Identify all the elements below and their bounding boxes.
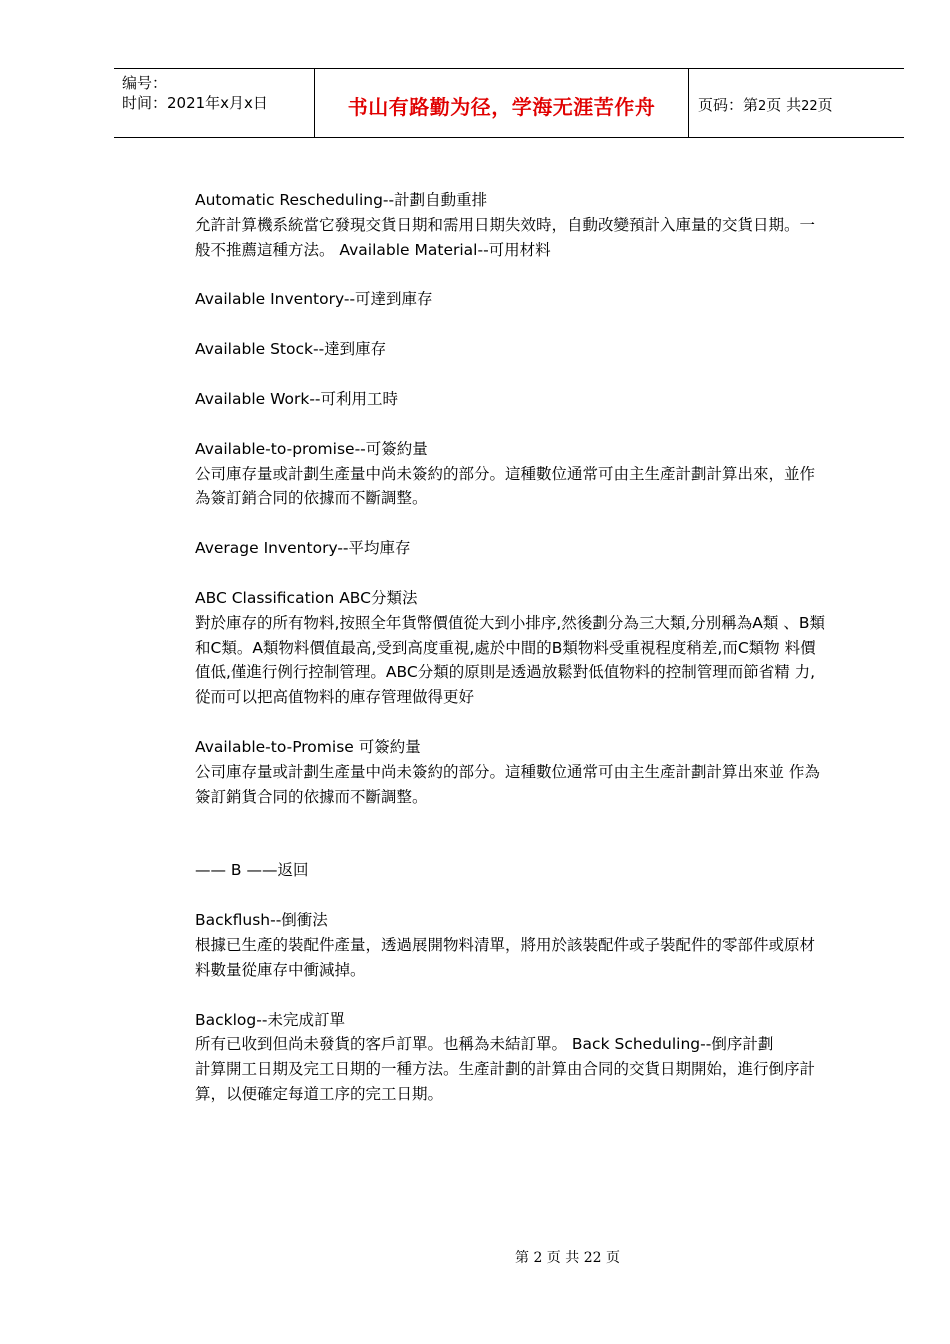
page-header: [114, 68, 904, 138]
header-divider: [688, 69, 689, 137]
term-definition: 公司庫存量或計劃生產量中尚未簽約的部分。這種數位通常可由主生產計劃計算出來，並作為簽訂銷合同的依據而不斷調整。: [195, 464, 816, 508]
term-title: Average Inventory--平均庫存: [195, 539, 411, 558]
header-meta: [122, 73, 312, 113]
term-definition: 允許計算機系統當它發現交貨日期和需用日期失效時，自動改變預計入庫量的交貨日期。一般不推薦這種方法。 Available Material--可用材料: [195, 215, 816, 259]
term-title: Available-to-Promise 可簽約量: [195, 737, 421, 756]
page-suffix: 页: [817, 96, 833, 114]
term-title: Available Inventory--可達到庫存: [195, 290, 433, 309]
term-title: Automatic Rescheduling--計劃自動重排: [195, 191, 488, 209]
term-definition: 公司庫存量或計劃生產量中尚未簽約的部分。這種數位通常可由主生產計劃計算出來並 作為簽訂銷貨合同的依據而不斷調整。: [195, 762, 820, 806]
term-title: Available-to-promise--可簽約量: [195, 439, 428, 458]
page-total: 22: [801, 99, 818, 114]
header-page-info: [698, 94, 833, 115]
doc-number-label: 编号：: [122, 74, 168, 92]
term-definition: 計算開工日期及完工日期的一種方法。生產計劃的計算由合同的交貨日期開始，進行倒序計算，以便確定每道工序的完工日期。: [195, 1060, 816, 1103]
section-heading-b: —— B ——返回: [195, 861, 309, 880]
document-body: [195, 188, 825, 1107]
doc-time-label: 时间：2021年x月x日: [122, 94, 268, 112]
term-definition: 所有已收到但尚未發貨的客戶訂單。也稱為未結訂單。 Back Scheduling--倒序計劃: [195, 1035, 774, 1054]
term-title: Backlog--未完成訂單: [195, 1010, 345, 1029]
term-definition: 對於庫存的所有物料,按照全年貨幣價值從大到小排序,然後劃分為三大類,分別稱為A類 、B類和C類。A類物料價值最高,受到高度重視,處於中間的B類物料受重視程度稍差,而C類物 料價值低,僅進行例行控制管理。ABC分類的原則是透過放鬆對低值物料的控制管理而節省精 力,從而可以把高值物料的庫存管理做得更好: [195, 613, 825, 707]
page-mid: 页 共: [766, 96, 802, 114]
page-current: 2: [758, 99, 767, 114]
term-definition: 根據已生產的裝配件產量，透過展開物料清單，將用於該裝配件或子裝配件的零部件或原材料數量從庫存中衝減掉。: [195, 935, 816, 979]
term-title: Available Work--可利用工時: [195, 389, 399, 408]
term-title: ABC Classification ABC分類法: [195, 588, 418, 607]
page-footer: 第 2 页 共 22 页: [515, 1250, 620, 1266]
page-prefix: 页码：第: [698, 96, 759, 114]
term-title: Available Stock--達到庫存: [195, 340, 387, 359]
term-title: Backflush--倒衝法: [195, 911, 328, 930]
header-motto: 书山有路勤为径，学海无涯苦作舟: [347, 95, 656, 119]
